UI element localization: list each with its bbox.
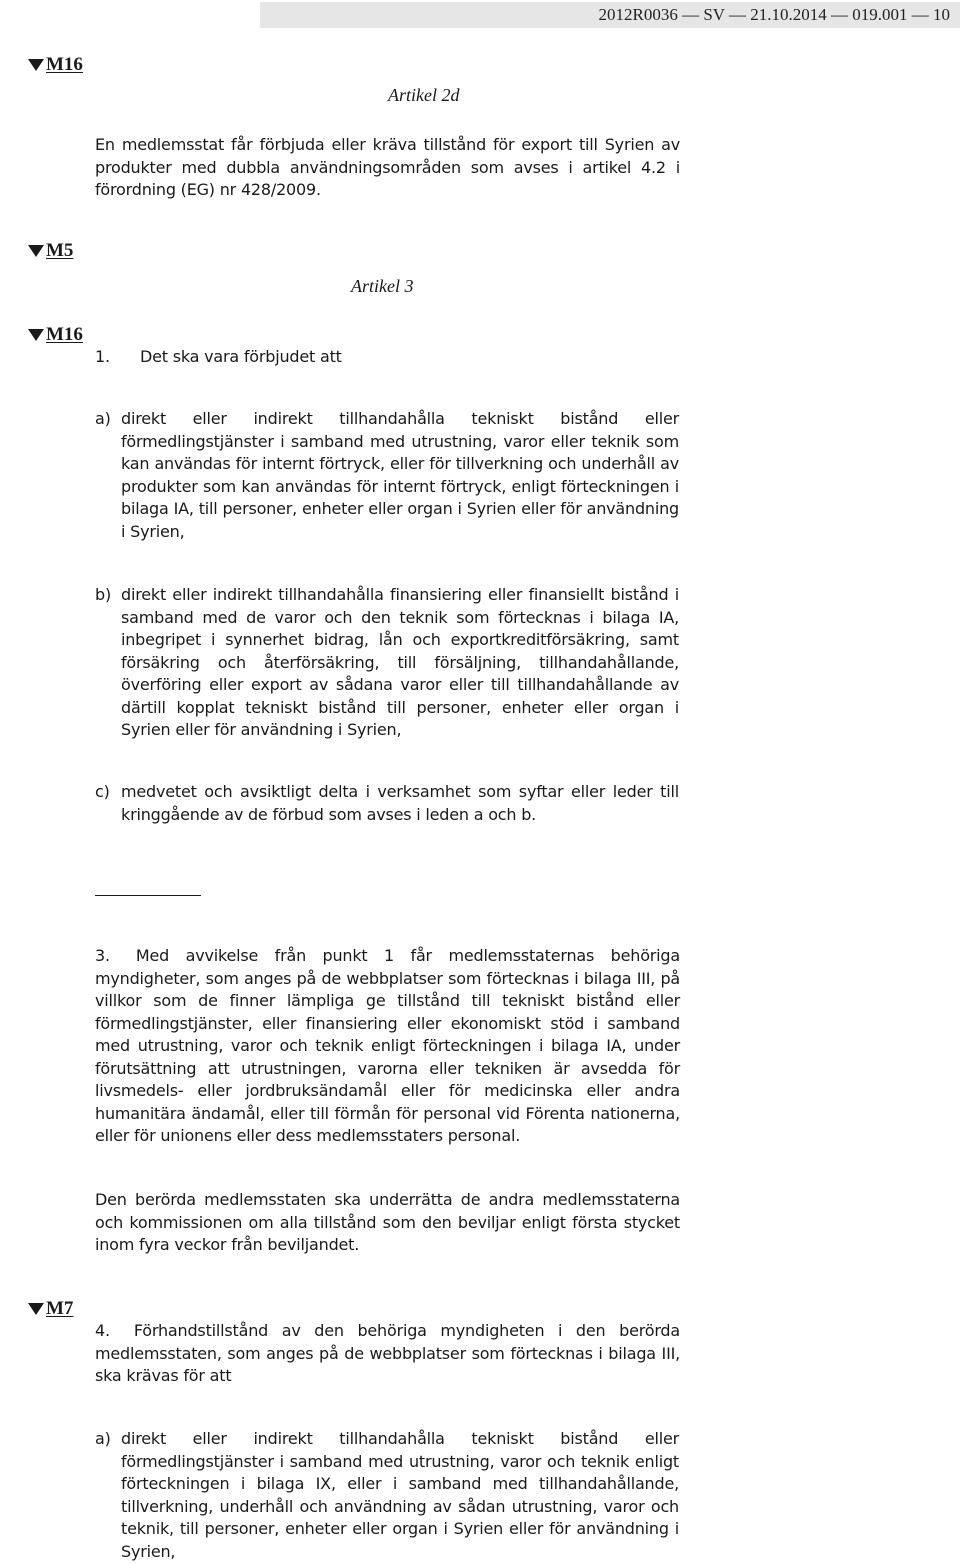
document-header (260, 2, 960, 28)
marker-code: M5 (46, 240, 74, 261)
marker-code: M7 (46, 1298, 74, 1319)
item-letter: b) (95, 585, 111, 604)
omission-divider (95, 895, 201, 896)
paragraph-text: Förhandstillstånd av den behöriga myndigheten i den berörda medlemsstaten, som anges på de webbplatser som förtecknas i bilaga III, ska krävas för att (95, 1321, 680, 1385)
item-text: direkt eller indirekt tillhandahålla tekniskt bistånd eller förmedlingstjänster i samband med utrustning, varor eller teknik som kan användas för internt förtryck, eller för tillverkning och underhåll av produkter som kan användas för internt förtryck, enligt förteckningen i bilaga IA, till personer, enheter eller organ i Syrien eller för användning i Syrien, (121, 409, 679, 541)
triangle-down-icon (28, 329, 44, 341)
amendment-marker-m7[interactable] (28, 1298, 73, 1320)
paragraph-text: Med avvikelse från punkt 1 får medlemsstaternas behöriga myndigheter, som anges på de webbplatser som förtecknas i bilaga III, på villkor som de finner lämpliga ge tillstånd till tekniskt bistånd eller förmedlingstjänster, eller finansiering eller ekonomiskt stöd i samband med utrustning, varor och teknik enligt förteckningen i bilaga IA, under förutsättning att utrustningen, varorna eller tekniken är avsedda för livsmedels- eller jordbruksändamål eller för medicinska eller andra humanitära ändamål, eller till förmån för personal vid Förenta nationerna, eller för unionens eller dess medlemsstaters personal. (95, 946, 680, 1145)
article-3-heading: Artikel 3 (351, 276, 414, 296)
item-text: medvetet och avsiktligt delta i verksamhet som syftar eller leder till kringgående av de förbud som avses i leden a och b. (121, 782, 679, 824)
list-item-c (95, 781, 685, 831)
article-2d-text: En medlemsstat får förbjuda eller kräva tillstånd för export till Syrien av produkter med dubbla användningsområden som avses i artikel 4.2 i förordning (EG) nr 428/2009. (95, 135, 680, 199)
triangle-down-icon (28, 1303, 44, 1315)
paragraph-3-subparagraph: Den berörda medlemsstaten ska underrätta de andra medlemsstaterna och kommissionen om alla tillstånd som den beviljar enligt första stycket inom fyra veckor från beviljandet. (95, 1190, 680, 1254)
item-text: direkt eller indirekt tillhandahålla finansiering eller finansiellt bistånd i samband med de varor och den teknik som förtecknas i bilaga IA, inbegripet i synnerhet bidrag, lån och exportkreditförsäkring, samt försäkring och återförsäkring, till försäljning, tillhandahållande, överföring eller export av sådana varor eller till tillhandahållande av därtill kopplat tekniskt bistånd till personer, enheter eller organ i Syrien eller för användning i Syrien, (121, 585, 679, 739)
paragraph-3 (95, 945, 680, 1148)
item-letter: a) (95, 1429, 111, 1448)
amendment-marker-m5[interactable] (28, 240, 73, 262)
paragraph-number: 1. (95, 347, 110, 366)
header-text: 2012R0036 — SV — 21.10.2014 — 019.001 — 10 (598, 5, 950, 24)
paragraph-4-list-item-a (95, 1428, 685, 1561)
item-letter: a) (95, 409, 111, 428)
item-text: direkt eller indirekt tillhandahålla tekniskt bistånd eller förmedlingstjänster i samband med utrustning, varor och teknik enligt förteckningen i bilaga IX, eller i samband med tillhandahållande, tillverkning, underhåll och användning av sådan utrustning, varor och teknik, till personer, enheter eller organ i Syrien eller för användning i Syrien, (121, 1429, 679, 1561)
list-item-b (95, 584, 685, 744)
triangle-down-icon (28, 59, 44, 71)
triangle-down-icon (28, 245, 44, 257)
amendment-marker-m16[interactable] (28, 54, 83, 76)
item-letter: c) (95, 782, 110, 801)
paragraph-number: 4. (95, 1321, 110, 1340)
paragraph-text: Det ska vara förbjudet att (140, 347, 342, 366)
marker-code: M16 (46, 54, 83, 75)
paragraph-1 (95, 346, 695, 370)
paragraph-4 (95, 1320, 680, 1388)
marker-code: M16 (46, 324, 83, 345)
paragraph-number: 3. (95, 946, 110, 965)
article-2d-heading: Artikel 2d (388, 85, 460, 105)
amendment-marker-m16-2[interactable] (28, 324, 83, 346)
list-item-a (95, 408, 685, 548)
